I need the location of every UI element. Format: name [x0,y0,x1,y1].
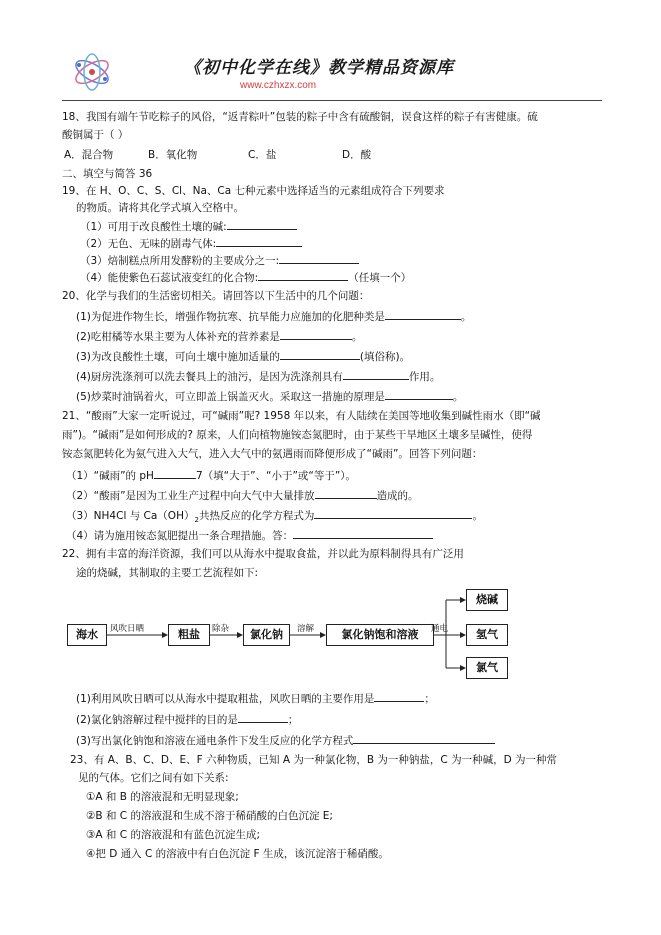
q20-item1: (1)为促进作物生长，增强作物抗寒、抗旱能力应施加的化肥种类是 。 [76,308,471,324]
q22-line1: 22、拥有丰富的海洋资源，我们可以从海水中提取食盐，并以此为原料制得具有广泛用 [62,548,464,560]
q22-sub2: (2)氯化钠溶解过程中搅拌的目的是 ； [76,711,298,727]
banner-title: 《初中化学在线》教学精品资源库 [184,58,454,78]
flow-label-electrolysis: 通电 [431,624,449,634]
answer-blank[interactable] [258,269,348,281]
answer-blank[interactable] [314,507,472,519]
q18-option-d: D．酸 [342,149,372,161]
answer-blank[interactable] [385,388,453,400]
section-heading: 二、填空与简答 36 [62,168,153,180]
q19-line1: 19、在 H、O、C、S、Cl、Na、Ca 七种元素中选择适当的元素组成符合下列要求 [62,185,445,197]
q20-item3: (3)为改良酸性土壤，可向土壤中施加适量的 (填俗称)。 [76,348,410,364]
q21-sub3: （3）NH4Cl 与 $Ca(OH)_2$共热反应的化学方程式为 。 [66,507,483,527]
answer-blank[interactable] [385,308,461,320]
q20-intro: 20、化学与我们的生活密切相关。请回答以下生活中的几个问题： [62,290,370,302]
q18-option-c: C．盐 [248,149,277,161]
flow-box-sodium-chloride: 氯化钠 [243,624,290,646]
q21-line2: 雨”)。“碱雨”是如何形成的? 原来，人们向植物施铵态氮肥时，由于某些干旱地区土壤多呈碱性，使得 [62,429,533,441]
q18-option-a: A．混合物 [64,149,114,161]
q21-line1: 21、“酸雨”大家一定听说过，可“碱雨”呢? 1958 年以来，有人陆续在美国等地收集到碱性雨水（即“碱 [62,410,541,422]
flow-box-hydrogen: 氢气 [466,624,508,646]
q21-sub4: （4）请为施用铵态氮肥提出一条合理措施。答： [66,527,433,543]
q19-item3: （3）焙制糕点所用发酵粉的主要成分之一: [80,252,359,268]
q18-line2: 酸铜属于（ ） [62,129,129,141]
answer-blank[interactable] [315,487,377,499]
q18-option-b: B．氧化物 [148,149,198,161]
answer-blank[interactable] [279,252,359,264]
flow-label-dissolve: 溶解 [297,624,315,634]
answer-blank[interactable] [293,527,433,539]
answer-blank[interactable] [343,368,409,380]
q22-line2: 途的烧碱，其制取的主要工艺流程如下: [76,567,259,579]
flow-label-purify: 除杂 [212,624,230,634]
q22-sub3: (3)写出氯化钠饱和溶液在通电条件下发生反应的化学方程式 [76,732,495,748]
banner-url: www.czhxzx.com [240,80,317,91]
answer-blank[interactable] [280,328,352,340]
q20-item5: (5)炒菜时油锅着火，可立即盖上锅盖灭火。采取这一措施的原理是 。 [76,388,463,404]
q23-item4: ④把 D 通入 C 的溶液中有白色沉淀 F 生成，该沉淀溶于稀硝酸。 [86,848,389,860]
q23-item2: ②B 和 C 的溶液混和生成不溶于稀硝酸的白色沉淀 E; [86,810,333,822]
flow-box-caustic-soda: 烧碱 [466,589,508,611]
answer-blank[interactable] [227,218,297,230]
flow-label-sun-wind: 风吹日晒 [110,624,145,634]
q19-item1: （1）可用于改良酸性土壤的碱: [80,218,297,234]
answer-blank[interactable] [238,711,288,723]
answer-blank[interactable] [353,732,495,744]
q21-sub2: （2）“酸雨”是因为工业生产过程中向大气中大量排放 造成的。 [66,487,419,503]
flow-box-crude-salt: 粗盐 [168,624,210,646]
q21-line3: 铵态氮肥转化为氨气进入大气，进入大气中的氨遇雨而降便形成了“碱雨”。回答下列问题： [62,448,483,460]
q19-item2: （2）无色、无味的剧毒气体: [80,235,302,251]
q23-item1: ①A 和 B 的溶液混和无明显现象; [86,791,239,803]
q20-item2: (2)吃柑橘等水果主要为人体补充的营养素是 。 [76,328,362,344]
q19-line2: 的物质。请将其化学式填入空格中。 [76,202,244,214]
answer-blank[interactable] [216,235,302,247]
flow-box-saturated-solution: 氯化钠饱和溶液 [326,624,434,646]
q20-item4: (4)厨房洗涤剂可以洗去餐具上的油污，是因为洗涤剂具有 作用。 [76,368,440,384]
q18-line1: 18、我国有端午节吃粽子的风俗，“返青粽叶”包装的粽子中含有硫酸铜，误食这样的粽子有害健康。硫 [62,111,538,123]
q22-sub1: (1)利用风吹日晒可以从海水中提取粗盐，风吹日晒的主要作用是 ； [76,690,435,706]
flow-box-chlorine: 氯气 [466,657,508,679]
header-divider [62,100,602,101]
q23-line1: 23、有 A、B、C、D、E、F 六种物质，已知 A 为一种氯化物，B 为一种钠盐，C 为一种碱，D 为一种常 [70,754,558,766]
q21-sub1: （1）“碱雨”的 pH 7（填“大于”、“小于”或“等于”）。 [66,467,356,483]
q19-item4: （4）能使紫色石蕊试液变红的化合物: （任填一个） [80,269,411,285]
flow-box-seawater: 海水 [67,624,107,646]
molecule-logo-icon [70,50,114,94]
answer-blank[interactable] [154,467,196,479]
q23-line2: 见的气体。它们之间有如下关系: [78,772,229,784]
answer-blank[interactable] [280,348,360,360]
answer-blank[interactable] [374,690,424,702]
q23-item3: ③A 和 C 的溶液混和有蓝色沉淀生成; [86,829,260,841]
